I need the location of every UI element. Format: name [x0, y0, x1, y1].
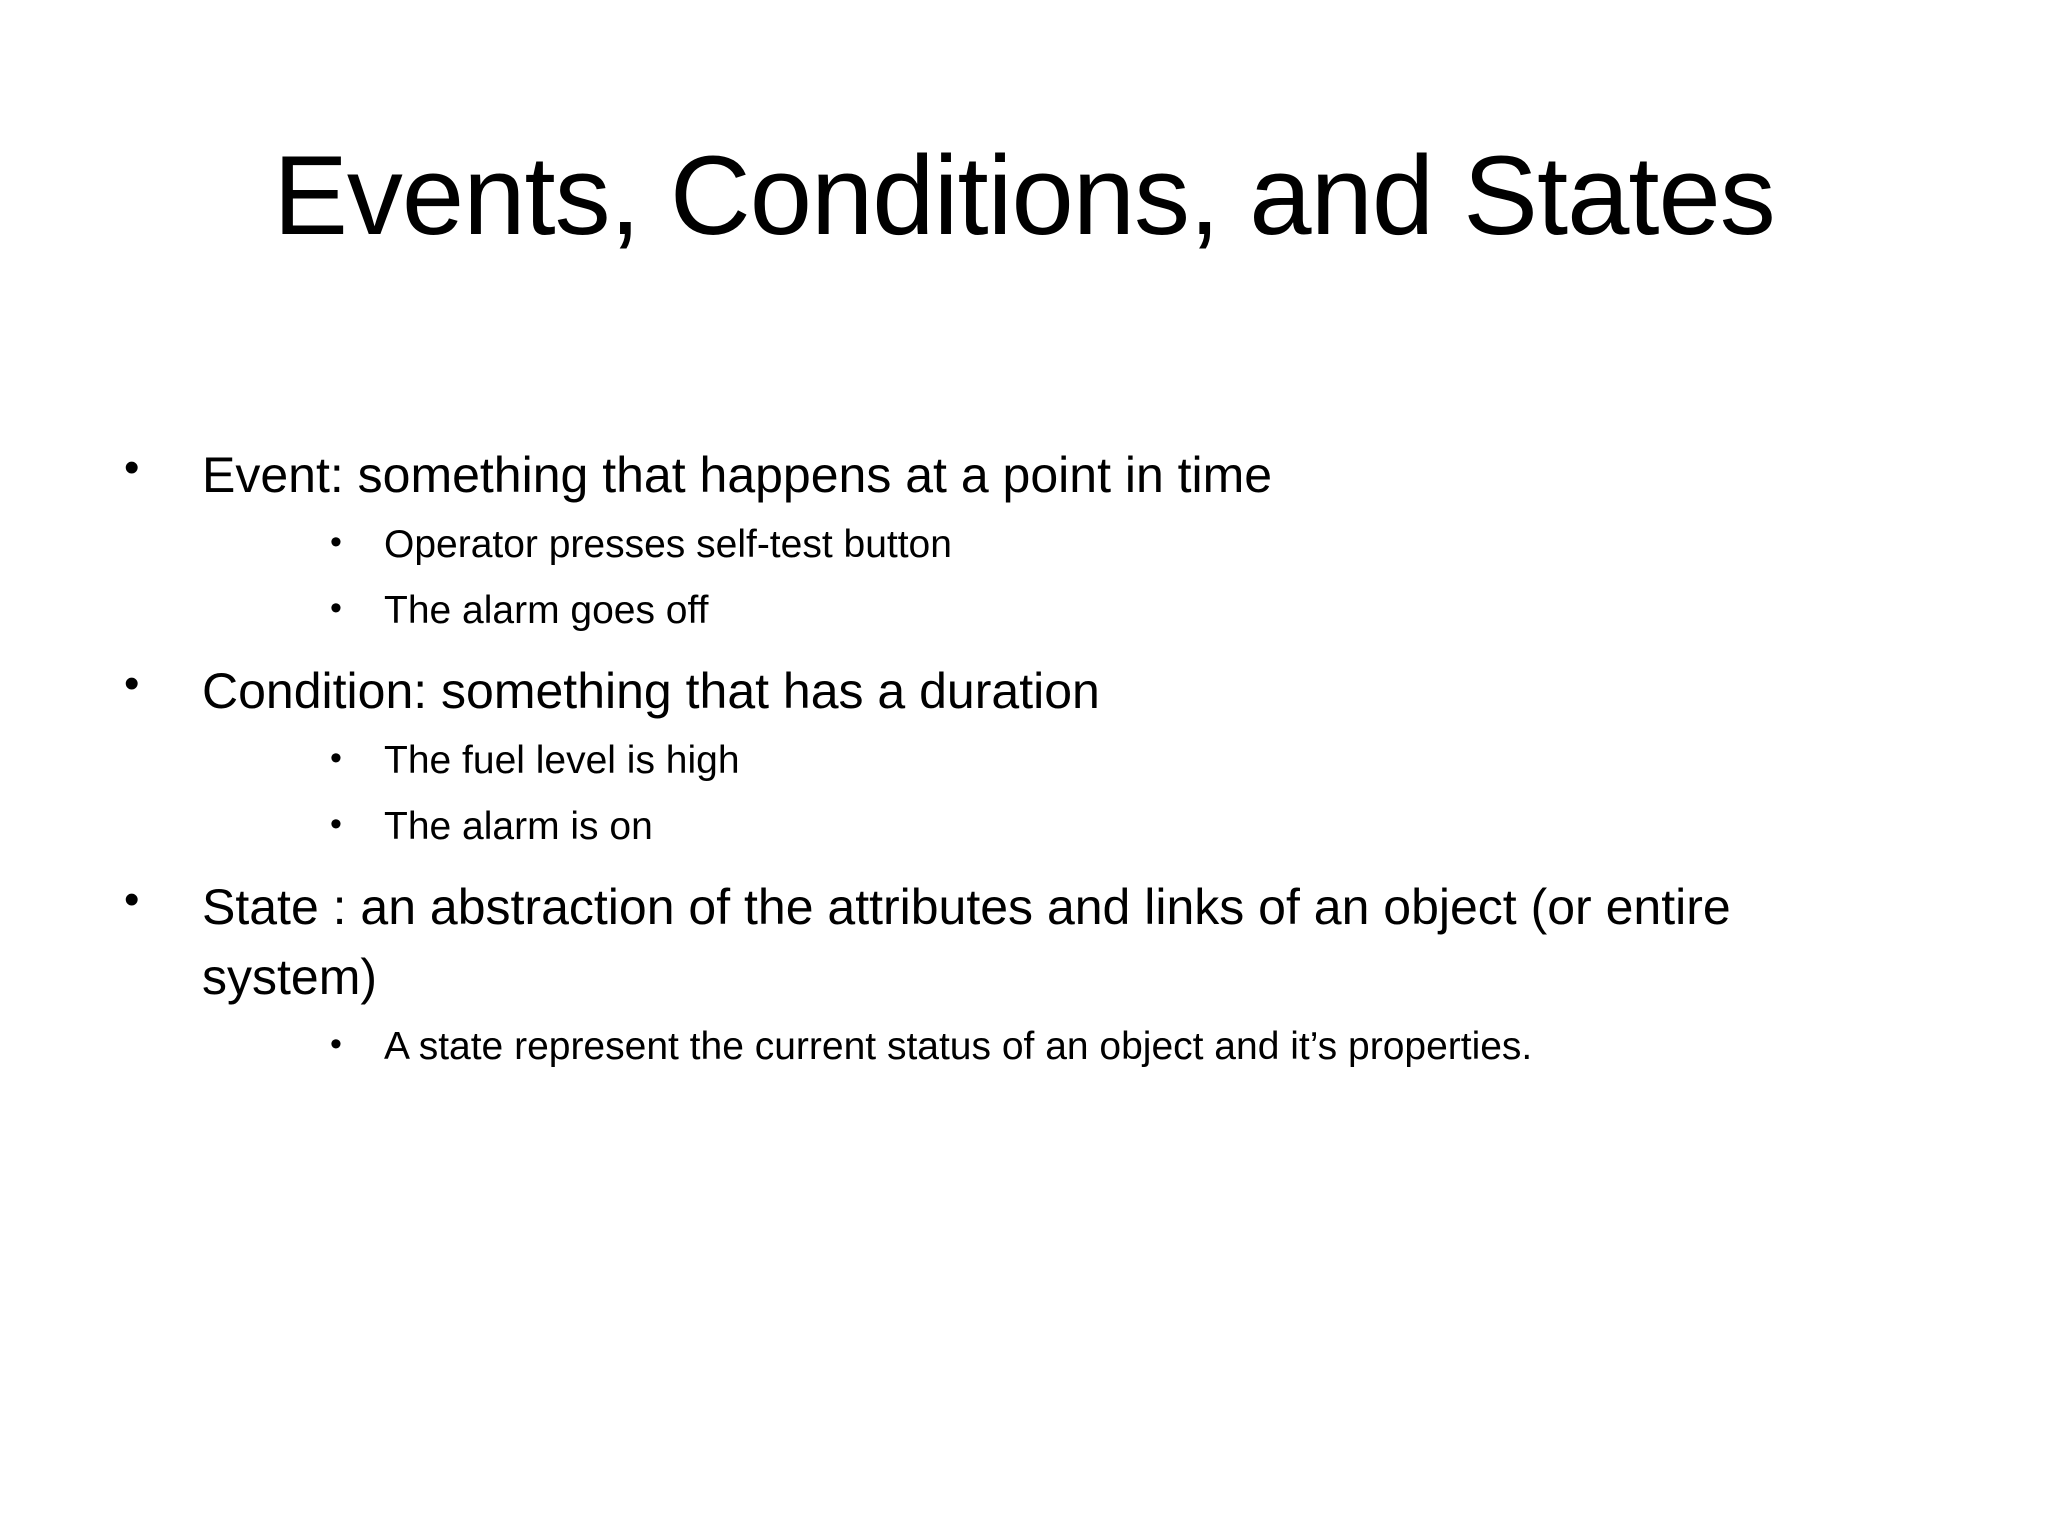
bullet-icon: •	[124, 659, 140, 708]
sub-list-item-text: The alarm goes off	[384, 589, 709, 632]
sub-list-item-text: A state represent the current status of an object and it’s properties.	[384, 1025, 1533, 1068]
list-item-text: Event: something that happens at a point in time	[202, 447, 1273, 503]
bullet-icon: •	[124, 875, 140, 924]
bullet-icon: •	[330, 589, 342, 627]
bullet-icon: •	[330, 523, 342, 561]
sub-list-item-text: Operator presses self-test button	[384, 523, 952, 566]
bullet-icon: •	[124, 443, 140, 492]
list-item-text: Condition: something that has a duration	[202, 663, 1100, 719]
bullet-icon: •	[330, 805, 342, 843]
bullet-icon: •	[330, 739, 342, 777]
sub-list-item-text: The fuel level is high	[384, 739, 740, 782]
slide-title: Events, Conditions, and States	[273, 133, 1775, 258]
bullet-icon: •	[330, 1025, 342, 1063]
list-item-text: State : an abstraction of the attributes and links of an object (or entire system)	[202, 879, 1731, 1005]
sub-list-item-text: The alarm is on	[384, 805, 653, 848]
